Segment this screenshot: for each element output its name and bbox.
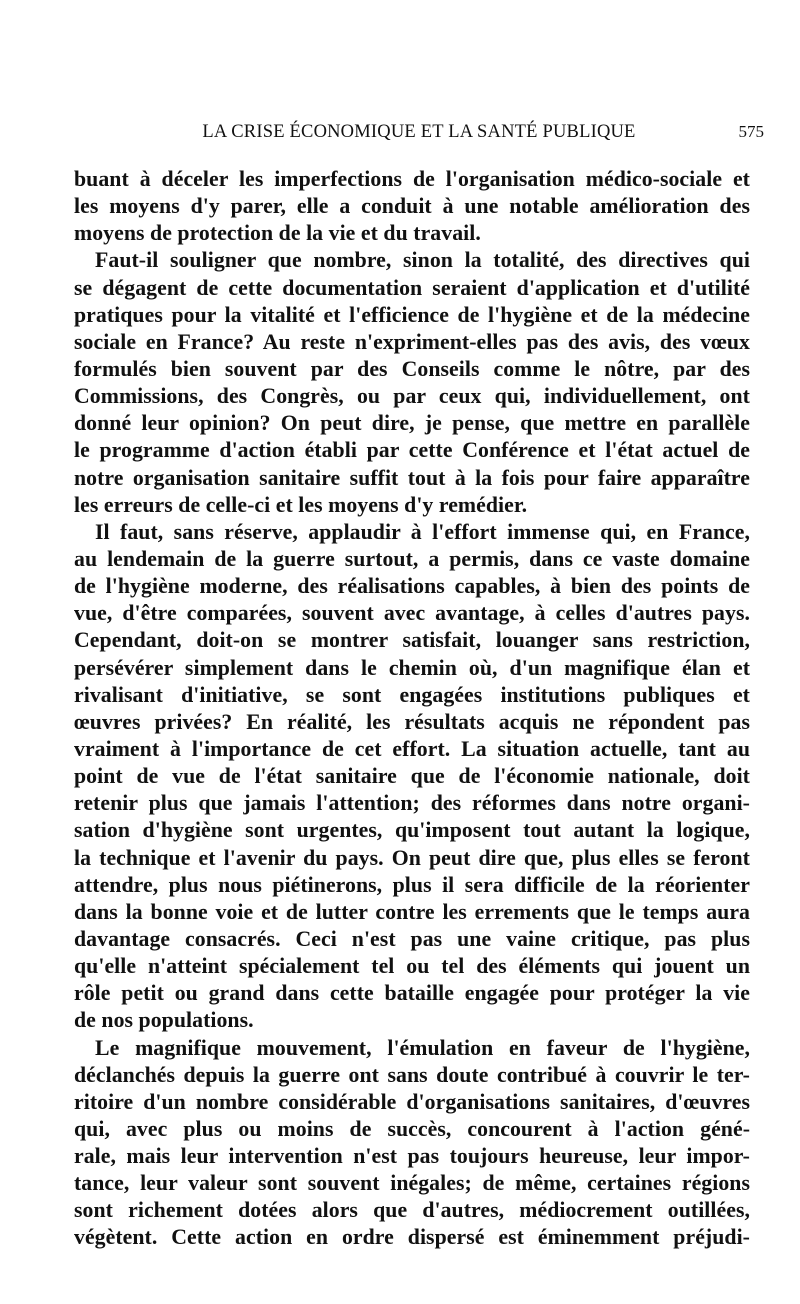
text-line: notre organisation sanitaire suffit tout à la fois pour faire apparaître <box>74 465 750 490</box>
text-line: buant à déceler les imperfections de l'organisation médico-sociale et <box>74 167 750 191</box>
text-line: le programme d'action établi par cette Conférence et l'état actuel de <box>74 438 750 463</box>
running-head <box>74 118 764 146</box>
text-line: les erreurs de celle-ci et les moyens d'y remédier. <box>74 492 528 517</box>
text-line: se dégagent de cette documentation seraient d'application et d'utilité <box>74 275 750 300</box>
text-line: de l'hygiène moderne, des réalisations capables, à bien des points de <box>74 574 750 599</box>
text-line: rivalisant d'initiative, se sont engagées institutions publiques et <box>74 682 750 707</box>
text-line: persévérer simplement dans le chemin où, d'un magnifique élan et <box>74 655 750 680</box>
text-line: les moyens d'y parer, elle a conduit à une notable amélioration des <box>74 194 750 219</box>
text-line: au lendemain de la guerre surtout, a permis, dans ce vaste domaine <box>74 546 750 571</box>
text-line: attendre, plus nous piétinerons, plus il sera difficile de la réorienter <box>74 872 750 897</box>
text-line: rôle petit ou grand dans cette bataille engagée pour protéger la vie <box>74 981 750 1006</box>
text-line: déclanchés depuis la guerre ont sans doute contribué à couvrir le ter- <box>74 1062 750 1087</box>
text-line: qui, avec plus ou moins de succès, concourent à l'action géné- <box>74 1116 750 1141</box>
page-number: 575 <box>738 122 764 141</box>
text-line: ritoire d'un nombre considérable d'organisations sanitaires, d'œuvres <box>74 1089 750 1114</box>
text-line: sation d'hygiène sont urgentes, qu'imposent tout autant la logique, <box>74 818 750 843</box>
paragraph-first-line: Le magnifique mouvement, l'émulation en faveur de l'hygiène, <box>95 1035 750 1060</box>
body-text <box>74 166 750 1252</box>
text-line: formulés bien souvent par des Conseils comme le nôtre, par des <box>74 356 750 381</box>
text-line: dans la bonne voie et de lutter contre les errements que le temps aura <box>74 899 750 924</box>
text-line: qu'elle n'atteint spécialement tel ou tel des éléments qui jouent un <box>74 954 750 979</box>
running-title: LA CRISE ÉCONOMIQUE ET LA SANTÉ PUBLIQUE <box>202 122 636 142</box>
text-line: vraiment à l'importance de cet effort. La situation actuelle, tant au <box>74 736 750 761</box>
text-line: point de vue de l'état sanitaire que de l'économie nationale, doit <box>74 764 750 789</box>
text-line: de nos populations. <box>74 1008 254 1033</box>
text-line: sociale en France? Au reste n'expriment-elles pas des avis, des vœux <box>74 329 750 354</box>
text-line: Commissions, des Congrès, ou par ceux qui, individuellement, ont <box>74 384 750 409</box>
text-line: la technique et l'avenir du pays. On peut dire que, plus elles se feront <box>74 845 750 870</box>
text-line: pratiques pour la vitalité et l'efficience de l'hygiène et de la médecine <box>74 302 750 327</box>
paragraph-first-line: Faut-il souligner que nombre, sinon la totalité, des directives qui <box>95 248 750 273</box>
text-line: Cependant, doit-on se montrer satisfait, louanger sans restriction, <box>74 628 750 653</box>
paragraph-first-line: Il faut, sans réserve, applaudir à l'effort immense qui, en France, <box>95 519 750 544</box>
text-line: végètent. Cette action en ordre dispersé est éminemment préjudi- <box>74 1225 750 1250</box>
text-line: donné leur opinion? On peut dire, je pense, que mettre en parallèle <box>74 411 750 436</box>
text-line: vue, d'être comparées, souvent avec avantage, à celles d'autres pays. <box>74 601 750 626</box>
text-line: œuvres privées? En réalité, les résultats acquis ne répondent pas <box>74 709 750 734</box>
text-line: moyens de protection de la vie et du travail. <box>74 221 481 246</box>
text-line: tance, leur valeur sont souvent inégales; de même, certaines régions <box>74 1171 750 1196</box>
text-line: davantage consacrés. Ceci n'est pas une vaine critique, pas plus <box>74 926 750 951</box>
text-line: rale, mais leur intervention n'est pas toujours heureuse, leur impor- <box>74 1144 750 1169</box>
text-line: sont richement dotées alors que d'autres, médiocrement outillées, <box>74 1198 750 1223</box>
text-line: retenir plus que jamais l'attention; des réformes dans notre organi- <box>74 791 750 816</box>
